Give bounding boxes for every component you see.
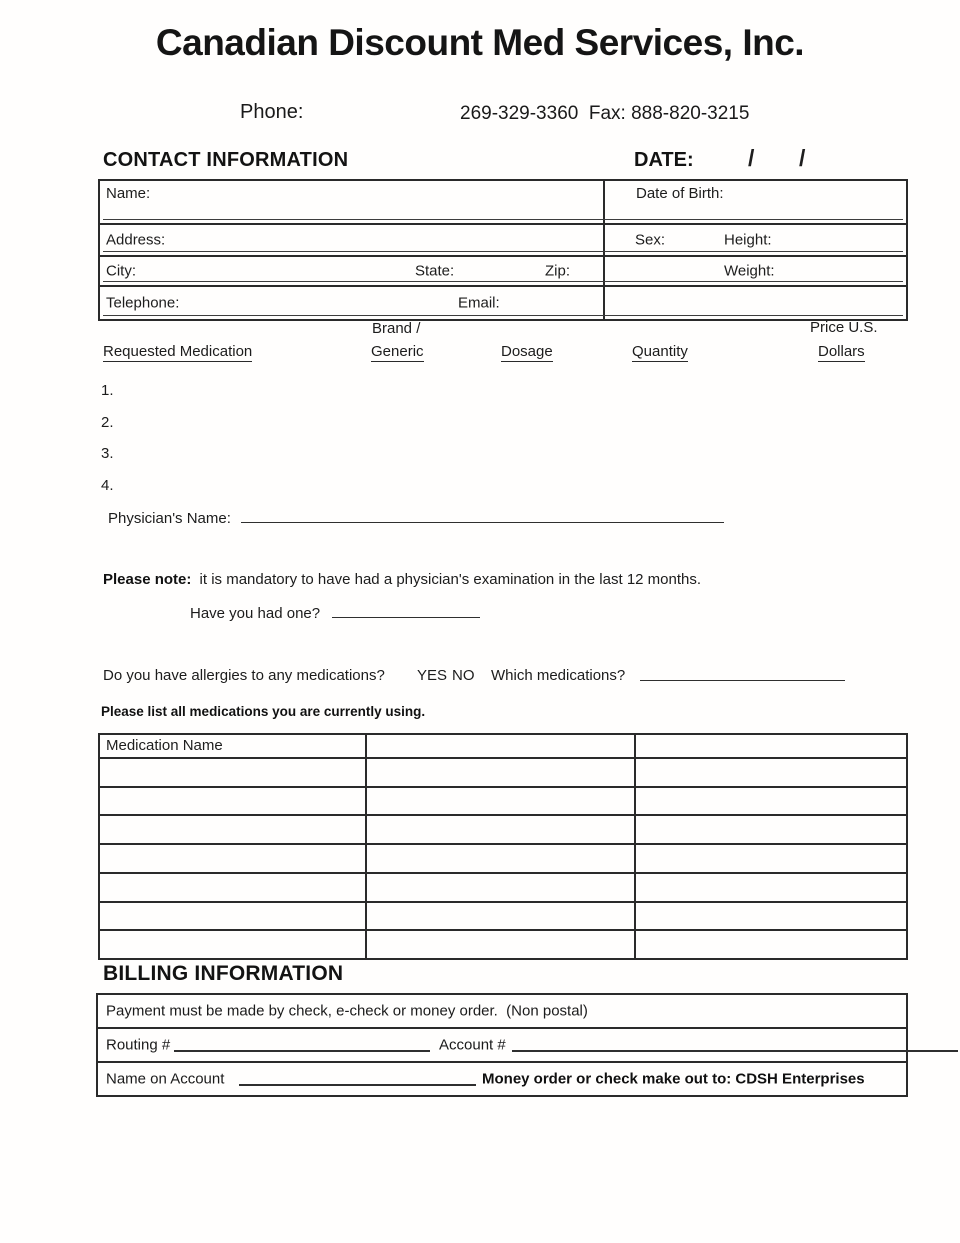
- dob-label: Date of Birth:: [636, 185, 724, 202]
- contact-row-telephone: [100, 287, 906, 319]
- table-empty-row: [100, 816, 906, 845]
- date-slash-2: /: [799, 145, 806, 171]
- allergy-question: Do you have allergies to any medications?: [103, 667, 385, 684]
- table-empty-row: [100, 759, 906, 788]
- col-header-brand: Brand /: [372, 320, 421, 337]
- please-note-row: [103, 571, 701, 588]
- name-on-account-label: Name on Account: [106, 1070, 225, 1088]
- col-header-dollars: Dollars: [818, 343, 865, 360]
- account-blank: [512, 1050, 958, 1052]
- table-empty-row: [100, 788, 906, 817]
- physician-name-blank: [241, 509, 724, 523]
- height-label: Height:: [724, 231, 772, 249]
- city-label: City:: [106, 262, 136, 280]
- date-label: DATE:: [634, 149, 694, 171]
- contact-row-city: [100, 257, 906, 287]
- address-label: Address:: [106, 231, 166, 249]
- routing-blank: [174, 1050, 430, 1052]
- allergy-yes-option: YES: [417, 667, 448, 684]
- which-medications-label: Which medications?: [491, 667, 626, 684]
- table-empty-row: [100, 845, 906, 874]
- medication-name-header: Medication Name: [106, 737, 223, 754]
- billing-routing-row: [98, 1029, 906, 1063]
- physician-name-row: [108, 509, 724, 527]
- contact-info-box: [98, 179, 908, 321]
- billing-payment-row: [98, 995, 906, 1029]
- payable-note: Money order or check make out to: CDSH Enterprises: [482, 1070, 865, 1088]
- table-empty-row: [100, 903, 906, 932]
- phone-fax-numbers: 269-329-3360 Fax: 888-820-3215: [460, 103, 750, 124]
- email-label: Email:: [458, 294, 500, 312]
- billing-info-box: [96, 993, 908, 1097]
- physician-name-label: Physician's Name:: [108, 510, 231, 527]
- request-line-2: 2.: [101, 414, 114, 431]
- contact-section-heading: CONTACT INFORMATION: [103, 149, 349, 171]
- allergy-question-row: [0, 667, 960, 689]
- allergy-no-option: NO: [452, 667, 475, 684]
- col-header-price-us: Price U.S.: [810, 319, 878, 336]
- col-header-dosage: Dosage: [501, 343, 553, 360]
- table-empty-row: [100, 931, 906, 958]
- table-empty-row: [100, 874, 906, 903]
- phone-label: Phone:: [240, 101, 304, 123]
- name-on-account-blank: [239, 1084, 476, 1086]
- have-you-had-one-blank: [332, 604, 480, 618]
- have-you-had-one-row: [190, 604, 480, 622]
- contact-row-name: [100, 181, 906, 225]
- request-line-3: 3.: [101, 445, 114, 462]
- account-label: Account #: [439, 1036, 506, 1054]
- billing-section-heading: BILLING INFORMATION: [103, 962, 344, 985]
- col-header-generic: Generic: [371, 343, 424, 360]
- please-note-label: Please note:: [103, 571, 192, 588]
- contact-row-address: [100, 225, 906, 257]
- zip-label: Zip:: [545, 262, 571, 280]
- have-you-had-one-label: Have you had one?: [190, 605, 321, 622]
- please-note-text: it is mandatory to have had a physician's examination in the last 12 months.: [199, 571, 702, 588]
- payment-note: Payment must be made by check, e-check or money order. (Non postal): [106, 1002, 588, 1020]
- name-label: Name:: [106, 185, 151, 202]
- col-header-requested-medication: Requested Medication: [103, 343, 253, 360]
- weight-label: Weight:: [724, 262, 775, 280]
- state-label: State:: [415, 262, 455, 280]
- which-medications-blank: [640, 667, 845, 681]
- current-meds-instruction: Please list all medications you are currently using.: [101, 704, 426, 719]
- page-title: Canadian Discount Med Services, Inc.: [155, 22, 805, 63]
- col-header-quantity: Quantity: [632, 343, 688, 360]
- sex-label: Sex:: [635, 231, 666, 249]
- request-line-1: 1.: [101, 382, 114, 399]
- table-header-row: [100, 735, 906, 759]
- date-slash-1: /: [748, 145, 755, 171]
- telephone-label: Telephone:: [106, 294, 180, 312]
- billing-name-row: [98, 1063, 906, 1095]
- routing-label: Routing #: [106, 1036, 171, 1054]
- current-medications-table: [98, 733, 908, 960]
- request-line-4: 4.: [101, 477, 114, 494]
